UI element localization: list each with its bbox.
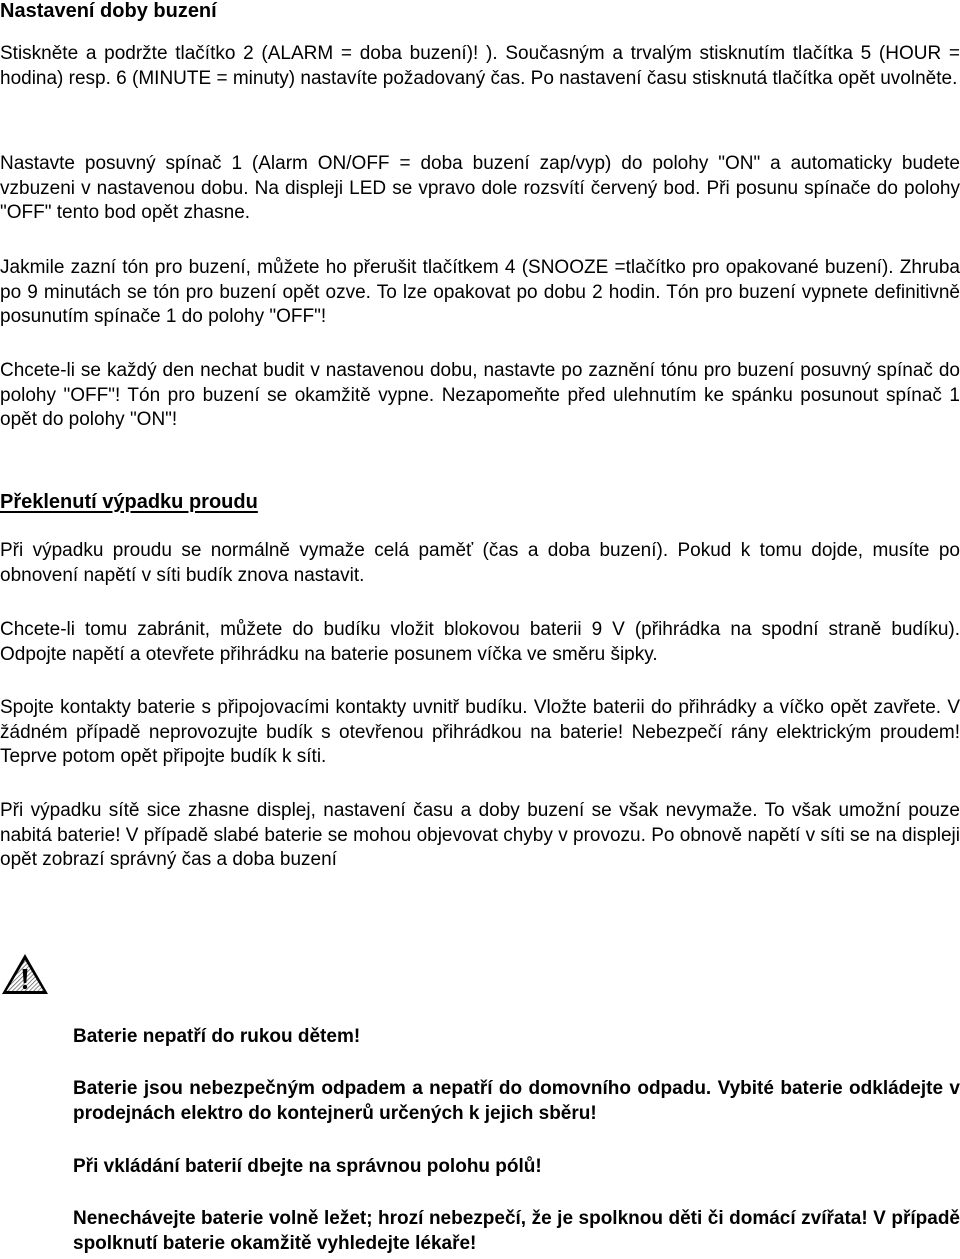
alarm-setting-paragraph-1: Stiskněte a podržte tlačítko 2 (ALARM = doba buzení)! ). Současným a trvalým stisknutím tlačítka 5 (HOUR = hodina) resp. 6 (MINUTE = minuty) nastavíte požadovaný čas. Po nastavení času stisknutá tlačítka opět uvolněte. bbox=[0, 43, 960, 89]
alarm-setting-heading: Nastavení doby buzení bbox=[0, 0, 217, 22]
alarm-setting-paragraph-2: Nastavte posuvný spínač 1 (Alarm ON/OFF = doba buzení zap/vyp) do polohy "ON" a automaticky budete vzbuzeni v nastavenou dobu. Na displeji LED se vpravo dole rozsvítí červený bod. Při posunu spínače do polohy "OFF" tento bod opět zhasne. bbox=[0, 153, 960, 224]
power-failure-paragraph-3: Spojte kontakty baterie s připojovacími kontakty uvnitř budíku. Vložte baterii do přihrádky a víčko opět zavřete. V žádném případě neprovozujte budík s otevřenou přihrádkou na baterie! Nebezpečí rány elektrickým proudem! Teprve potom opět připojte budík k síti. bbox=[0, 697, 960, 768]
warning-triangle-icon bbox=[0, 952, 50, 996]
battery-warning-2: Baterie jsou nebezpečným odpadem a nepatří do domovního odpadu. Vybité baterie odkládejte v prodejnách elektro do kontejnerů určených k jejich sběru! bbox=[73, 1078, 960, 1124]
power-failure-paragraph-2: Chcete-li tomu zabránit, můžete do budíku vložit blokovou baterii 9 V (přihrádka na spodní straně budíku). Odpojte napětí a otevřete přihrádku na baterie posunem víčka ve směru šipky. bbox=[0, 619, 960, 665]
power-failure-paragraph-4: Při výpadku sítě sice zhasne displej, nastavení času a doby buzení se však nevymaže. To však umožní pouze nabitá baterie! V případě slabé baterie se mohou objevovat chyby v provozu. Po obnově napětí v síti se na displeji opět zobrazí správný čas a doba buzení bbox=[0, 800, 960, 871]
power-failure-heading: Překlenutí výpadku proudu bbox=[0, 491, 258, 513]
battery-warning-3: Při vkládání baterií dbejte na správnou polohu pólů! bbox=[73, 1156, 542, 1177]
battery-warning-1: Baterie nepatří do rukou dětem! bbox=[73, 1026, 361, 1047]
battery-warning-4: Nenechávejte baterie volně ležet; hrozí nebezpečí, že je spolknou děti či domácí zvířata! V případě spolknutí baterie okamžitě vyhledejte lékaře! bbox=[73, 1208, 960, 1254]
alarm-setting-paragraph-3: Jakmile zazní tón pro buzení, můžete ho přerušit tlačítkem 4 (SNOOZE =tlačítko pro opakované buzení). Zhruba po 9 minutách se tón pro buzení opět ozve. To lze opakovat po dobu 2 hodin. Tón pro buzení vypnete definitivně posunutím spínače 1 do polohy "OFF"! bbox=[0, 257, 960, 328]
power-failure-paragraph-1: Při výpadku proudu se normálně vymaže celá paměť (čas a doba buzení). Pokud k tomu dojde, musíte po obnovení napětí v síti budík znova nastavit. bbox=[0, 540, 960, 586]
alarm-setting-paragraph-4: Chcete-li se každý den nechat budit v nastavenou dobu, nastavte po zaznění tónu pro buzení posuvný spínač do polohy "OFF"! Tón pro buzení se okamžitě vypne. Nezapomeňte před ulehnutím ke spánku posunout spínač 1 opět do polohy "ON"! bbox=[0, 360, 960, 431]
